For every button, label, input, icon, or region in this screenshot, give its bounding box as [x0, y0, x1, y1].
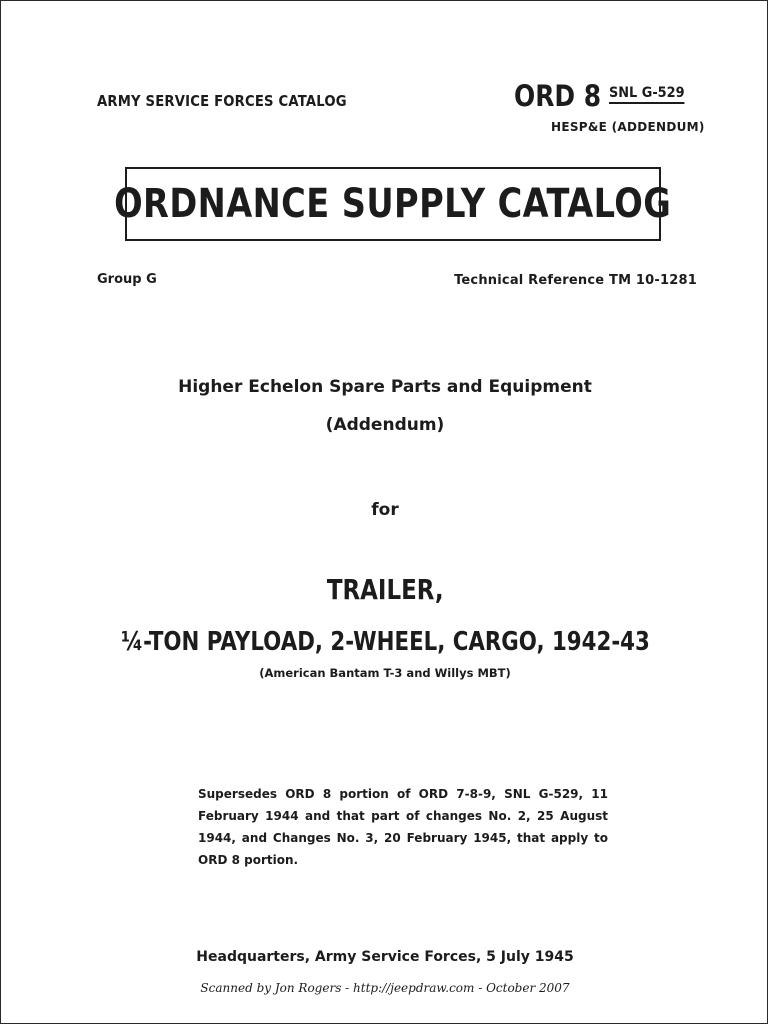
snl-number: SNL G-529 [609, 85, 685, 104]
title-box [114, 167, 672, 241]
technical-reference: Technical Reference TM 10-1281 [454, 273, 697, 288]
catalog-title: ORDNANCE SUPPLY CATALOG [114, 181, 672, 227]
vehicle-name: TRAILER, [326, 573, 444, 606]
issued-by: Headquarters, Army Service Forces, 5 July 1945 [196, 949, 574, 965]
subject-title: Higher Echelon Spare Parts and Equipment [178, 377, 592, 397]
vehicle-models: (American Bantam T-3 and Willys MBT) [259, 666, 511, 680]
supersedes-notice: Supersedes ORD 8 portion of ORD 7-8-9, SNL G-529, 11 February 1944 and that part of changes No. 2, 25 August 1944, and Changes No. 3, 20 February 1945, that apply to ORD 8 portion. [198, 787, 608, 867]
group-label: Group G [97, 272, 157, 287]
scan-credit: Scanned by Jon Rogers - http://jeepdraw.com - October 2007 [200, 981, 570, 995]
vehicle-description: ¼-TON PAYLOAD, 2-WHEEL, CARGO, 1942-43 [120, 627, 650, 657]
vehicle-description-line [1, 627, 768, 657]
catalog-series-label: ARMY SERVICE FORCES CATALOG [97, 92, 347, 110]
vehicle-name-line [1, 573, 768, 606]
hesp-label: HESP&E (ADDENDUM) [551, 120, 705, 134]
subject-note: (Addendum) [325, 415, 445, 435]
for-label: for [371, 500, 399, 520]
ord-number: ORD 8 [514, 79, 602, 113]
